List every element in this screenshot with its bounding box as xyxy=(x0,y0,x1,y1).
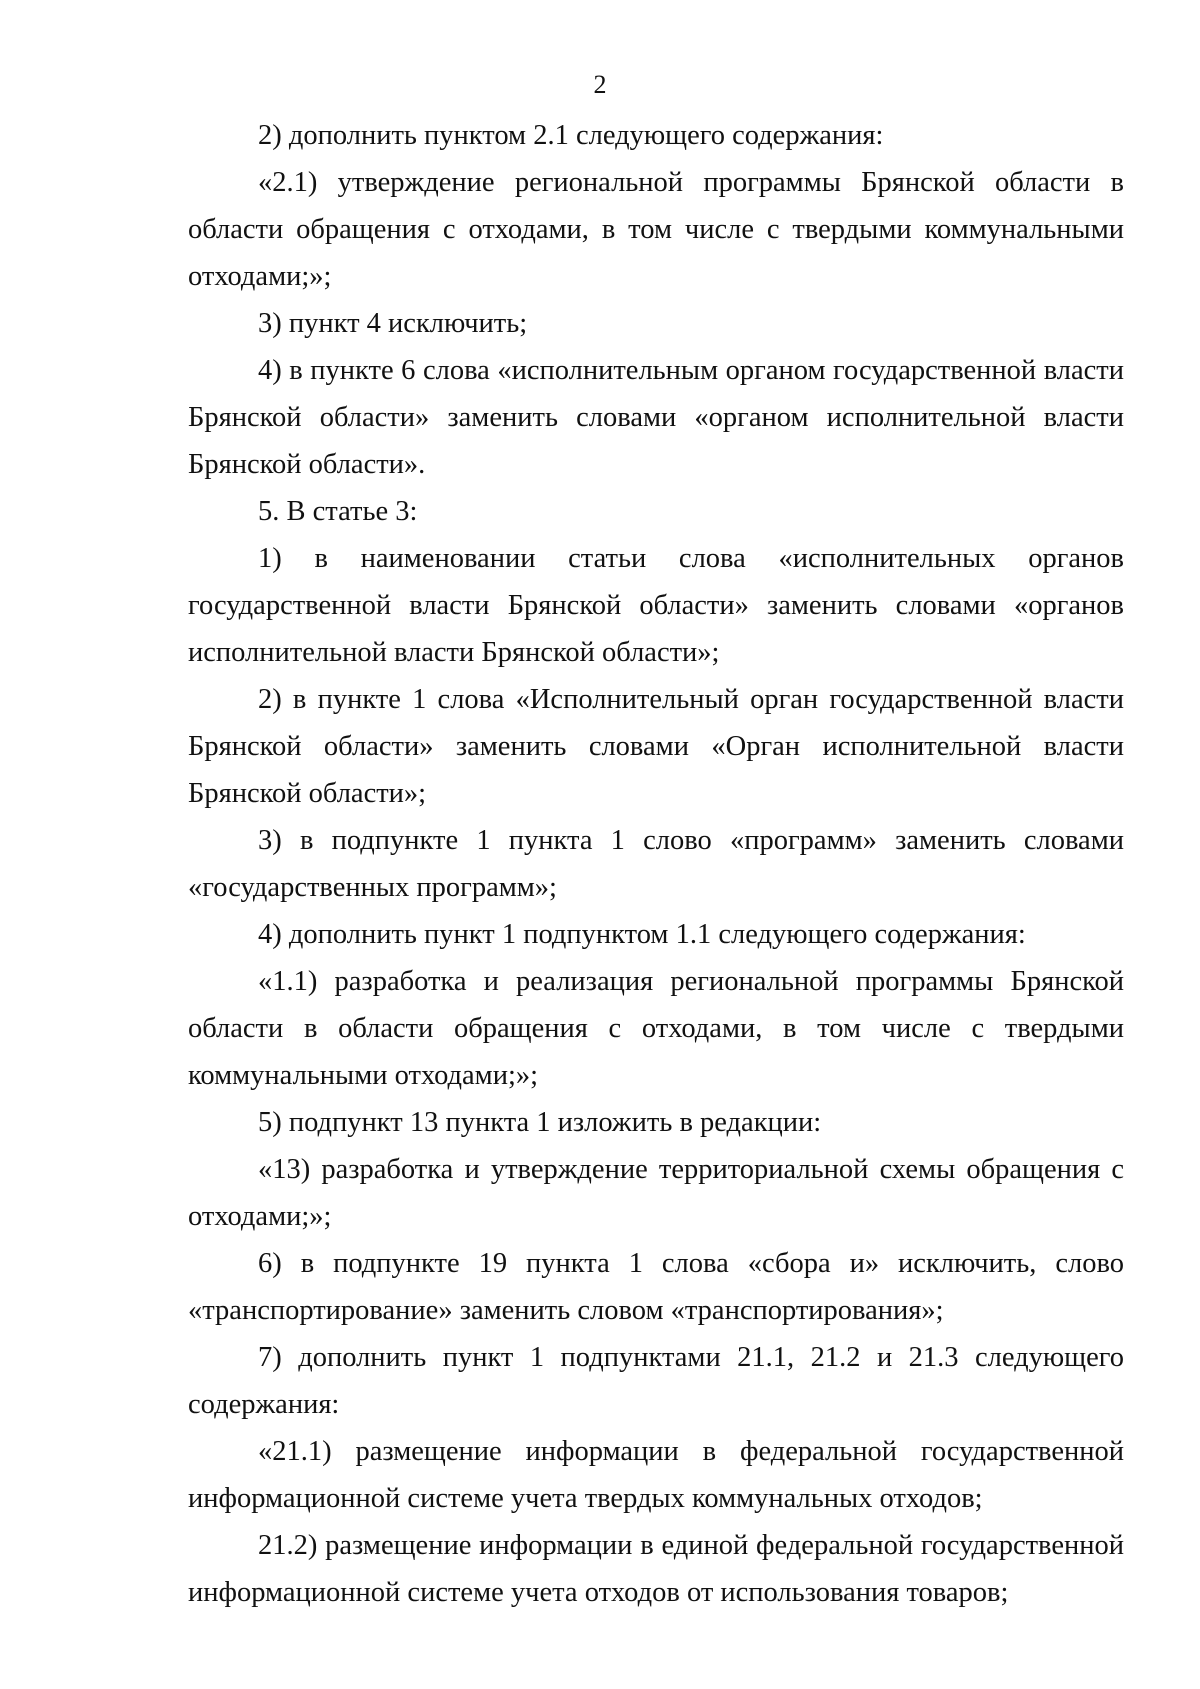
paragraph: 4) дополнить пункт 1 подпунктом 1.1 следующего содержания: xyxy=(258,919,1026,950)
paragraph: 2) дополнить пунктом 2.1 следующего содержания: xyxy=(258,120,884,151)
paragraph: 3) пункт 4 исключить; xyxy=(258,308,528,339)
paragraph: 5) подпункт 13 пункта 1 изложить в редакции: xyxy=(258,1107,822,1138)
paragraph: 1) в наименовании статьи слова «исполнительных органов государственной власти Брянской области» заменить словами «органов исполнительной власти Брянской области»; xyxy=(188,543,1124,668)
paragraph: 5. В статье 3: xyxy=(258,496,418,527)
paragraph: «1.1) разработка и реализация региональной программы Брянской области в области обращения с отходами, в том числе с твердыми коммунальными отходами;»; xyxy=(188,966,1124,1091)
paragraph: «13) разработка и утверждение территориальной схемы обращения с отходами;»; xyxy=(188,1154,1124,1232)
page-number: 2 xyxy=(593,70,607,99)
document-body xyxy=(188,112,1124,1616)
paragraph: «21.1) размещение информации в федеральной государственной информационной системе учета твердых коммунальных отходов; xyxy=(188,1436,1124,1514)
paragraph: 21.2) размещение информации в единой федеральной государственной информационной системе учета отходов от использования товаров; xyxy=(188,1530,1124,1608)
paragraph: 3) в подпункте 1 пункта 1 слово «программ» заменить словами «государственных программ»; xyxy=(188,825,1124,903)
paragraph: 6) в подпункте 19 пункта 1 слова «сбора и» исключить, слово «транспортирование» заменить словом «транспортирования»; xyxy=(188,1248,1124,1326)
paragraph: 4) в пункте 6 слова «исполнительным органом государственной власти Брянской области» заменить словами «органом исполнительной власти Брянской области». xyxy=(188,355,1124,480)
paragraph: 7) дополнить пункт 1 подпунктами 21.1, 21.2 и 21.3 следующего содержания: xyxy=(188,1342,1124,1420)
paragraph: «2.1) утверждение региональной программы Брянской области в области обращения с отходами, в том числе с твердыми коммунальными отходами;»; xyxy=(188,167,1124,292)
paragraph: 2) в пункте 1 слова «Исполнительный орган государственной власти Брянской области» заменить словами «Орган исполнительной власти Брянской области»; xyxy=(188,684,1124,809)
